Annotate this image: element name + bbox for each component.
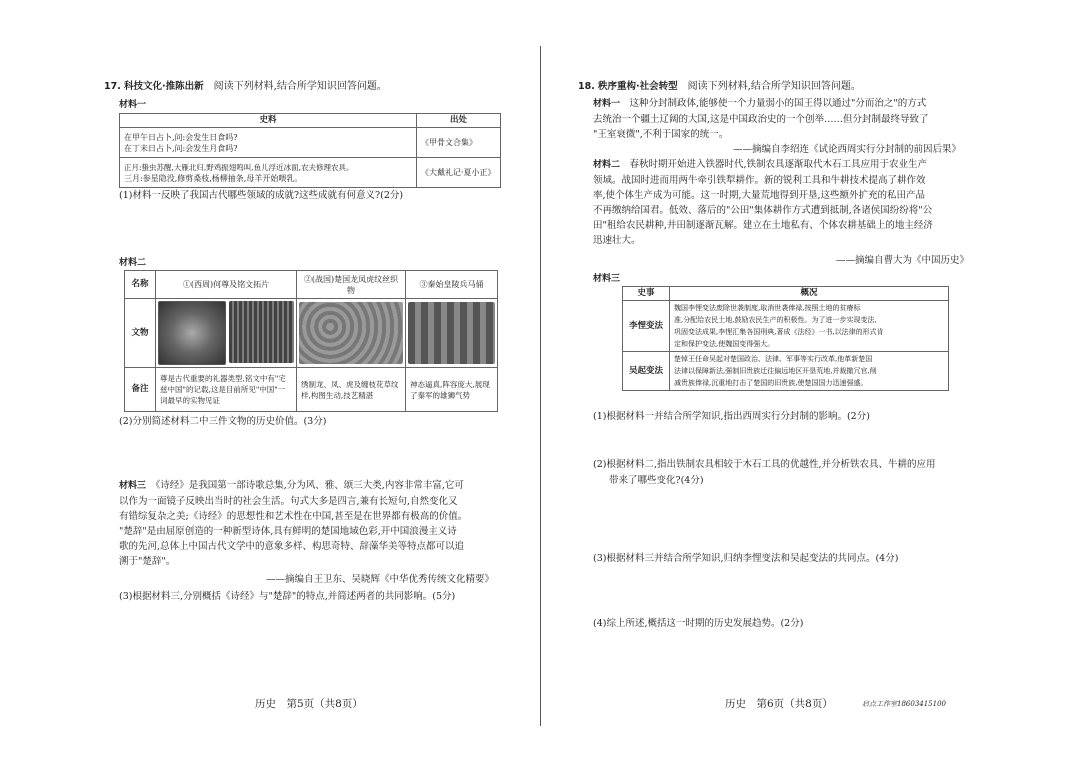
- q17-part1: (1)材料一反映了我国古代哪些领域的成就?这些成就有何意义?(2分): [119, 190, 404, 201]
- material2-table: [124, 270, 498, 412]
- m2-header-a: ①(西周)何尊及铭文拓片: [156, 271, 297, 299]
- m1-row2-line1: 正月:蛰虫苏醒,大雁北归,野鸡振翅鸣叫,鱼儿浮近冰面,农夫修理农具。: [124, 162, 354, 172]
- r-material2-block: [593, 157, 933, 248]
- m3-line4: "楚辞"是由屈原创造的一种新型诗体,具有鲜明的楚国地域色彩,开中国浪漫主义诗: [119, 526, 457, 537]
- m3-line1: 《诗经》是我国第一部诗歌总集,分为风、雅、颂三大类,内容非常丰富,它可: [155, 480, 464, 491]
- r-m3-row2-text: [670, 352, 949, 391]
- q17-part2: (2)分别简述材料二中三件文物的历史价值。(3分): [119, 416, 327, 427]
- m3-source: ——摘编自王卫东、吴晓辉《中华优秀传统文化精要》: [266, 574, 495, 585]
- r-m2-line3: 率,使个体生产成为可能。这一时期,大量荒地得到开垦,这些额外扩充的私田产品: [593, 190, 926, 201]
- r-m3-row1-text: [670, 301, 949, 352]
- q18-part2-line2: 带来了哪些变化?(4分): [609, 475, 704, 486]
- r-m2-line4: 不再缴纳给国君。低效、落后的"公田"集体耕作方式遭到抵制,各诸侯国纷纷将"公: [593, 205, 933, 216]
- m1-row1-line2: 在丁未日占卜,问:会发生月食吗?: [124, 143, 238, 153]
- r-m1-line1: 这种分封制政体,能够使一个力量弱小的国王得以通过"分而治之"的方式: [629, 98, 927, 109]
- r-m3-row1-name: 李悝变法: [623, 301, 670, 352]
- r-m2-line1: 春秋时期开始进入铁器时代,铁制农具逐渐取代木石工具应用于农业生产: [629, 159, 928, 170]
- q18-part3: (3)根据材料三并结合所学知识,归纳李悝变法和吴起变法的共同点。(4分): [593, 553, 899, 564]
- material2-label: 材料二: [119, 258, 147, 268]
- m1-row1-src: 《甲骨文合集》: [417, 128, 501, 158]
- right-page-footer: 历史 第6页（共8页）: [725, 698, 833, 710]
- r-m3-r1-line3: 巩固变法成果,李悝汇集各国刑典,著成《法经》一书,以法律的形式肯: [674, 328, 884, 336]
- q18-part4: (4)综上所述,概括这一时期的历史发展趋势。(2分): [593, 618, 804, 629]
- he-zun-vessel-image: [158, 301, 226, 365]
- r-m3-r2-line3: 减贵族俸禄,沉重地打击了楚国的旧贵族,使楚国国力迅速强盛。: [674, 379, 868, 387]
- left-page-footer: 历史 第5页（共8页）: [255, 698, 363, 710]
- m2-note-a: 尊是古代重要的礼器类型,铭文中有"宅兹中国"的记载,这是目前所见"中国"一词最早的实物见证: [156, 368, 297, 412]
- m2-row-note-label: 备注: [125, 368, 156, 412]
- m1-row2-src: 《大戴礼记·夏小正》: [417, 158, 501, 188]
- r-material3-label: 材料三: [593, 274, 621, 284]
- r-m3-r2-line1: 楚悼王任命吴起对楚国政治、法律、军事等实行改革,他革新楚国: [674, 355, 873, 363]
- r-m3-row2-name: 吴起变法: [623, 352, 670, 391]
- r-m3-r2-line2: 法律以保障新法,强制旧贵族迁往偏远地区开垦荒地,并裁撤冗官,削: [674, 367, 877, 375]
- m3-line3: 有错综复杂之美;《诗经》的思想性和艺术性在中国,甚至是在世界都有极高的价值。: [119, 511, 468, 522]
- r-m1-source: ——摘编自李绍连《试论西周实行分封制的前因后果》: [733, 144, 962, 155]
- col-header-origin: 出处: [417, 114, 501, 128]
- m2-note-b: 绣制龙、凤、虎及缠枝花草纹样,构图生动,技艺精湛: [297, 368, 406, 412]
- r-m3-header-event: 史事: [623, 287, 670, 301]
- m1-row2-text: [120, 158, 417, 188]
- r-material1-block: [593, 96, 929, 142]
- m2-row-relic-label: 文物: [125, 299, 156, 368]
- r-m1-line3: "王室衰微",不利于国家的统一。: [593, 129, 729, 140]
- r-m2-line2: 领域。战国时进而用两牛牵引铁犁耕作。新的锐利工具和牛耕技术提高了耕作效: [593, 175, 926, 186]
- r-material2-label: 材料二: [593, 160, 621, 170]
- center-divider: [540, 46, 541, 726]
- r-material1-label: 材料一: [593, 99, 621, 109]
- m2-relic-c-cell: [406, 299, 498, 368]
- m2-note-c: 神态逼真,阵容庞大,展现了秦军的雄狮气势: [406, 368, 498, 412]
- m2-header-name: 名称: [125, 271, 156, 299]
- inscription-rubbing-image: [229, 301, 295, 363]
- m2-relic-a-cell: [156, 299, 297, 368]
- r-m1-line2: 去统治一个疆土辽阔的大国,这是中国政治史的一个创举……但分封制最终导致了: [593, 114, 929, 125]
- m2-header-b: ②(战国)楚国龙凤虎纹丝织物: [297, 271, 406, 299]
- col-header-source-text: 史料: [120, 114, 417, 128]
- m1-row1-line1: 在甲午日占卜,问:会发生日食吗?: [124, 132, 238, 142]
- material3-table: [622, 286, 949, 391]
- m1-row1-text: [120, 128, 417, 158]
- r-m3-r1-line2: 准,分配给农民土地,鼓励农民生产的积极性。为了进一步实现变法,: [674, 316, 877, 324]
- m3-line5: 歌的先河,总体上中国古代文学中的意象多样、构思奇特、辞藻华美等特点都可以追: [119, 541, 465, 552]
- q17-heading: 17. 科技文化·推陈出新 阅读下列材料,结合所学知识回答问题。: [104, 81, 387, 92]
- m2-header-c: ③秦始皇陵兵马俑: [406, 271, 498, 299]
- r-m2-line6: 迅速壮大。: [593, 235, 641, 246]
- material1-table: [119, 113, 501, 188]
- r-m3-header-summary: 概况: [670, 287, 949, 301]
- r-m2-line5: 田"租给农民耕种,井田制逐渐瓦解。建立在土地私有、个体农耕基础上的地主经济: [593, 220, 933, 231]
- r-m3-r1-line4: 定和保护变法,使魏国变得强大。: [674, 340, 775, 348]
- q17-part3: (3)根据材料三,分别概括《诗经》与"楚辞"的特点,并简述两者的共同影响。(5分): [119, 591, 456, 602]
- q18-heading: 18. 秩序重构·社会转型 阅读下列材料,结合所学知识回答问题。: [578, 81, 861, 92]
- m2-relic-b-cell: [297, 299, 406, 368]
- material3-block: [119, 478, 467, 569]
- m3-line2: 以作为一面镜子反映出当时的社会生活。句式大多是四言,兼有长短句,自然变化又: [119, 496, 458, 507]
- r-m2-source: ——摘编自曹大为《中国历史》: [836, 255, 970, 266]
- r-m3-r1-line1: 魏国李悝变法废除世袭制度,取消世袭俸禄,按照土地的贫瘠标: [674, 304, 861, 312]
- m1-row2-line2: 三月:参星隐没,修剪桑枝,杨柳抽条,母羊开始喂乳。: [124, 173, 303, 183]
- material3-label: 材料三: [119, 481, 147, 491]
- material1-label: 材料一: [119, 100, 147, 110]
- q18-part2-line1: (2)根据材料二,指出铁制农具相较于木石工具的优越性,并分析铁农具、牛耕的应用: [593, 459, 936, 470]
- studio-watermark: 启点工作室18603415100: [862, 700, 946, 708]
- q18-part1: (1)根据材料一并结合所学知识,指出西周实行分封制的影响。(2分): [593, 411, 870, 422]
- terracotta-warriors-image: [408, 302, 495, 364]
- m3-line6: 溯于"楚辞"。: [119, 556, 176, 567]
- silk-fabric-image: [299, 302, 403, 364]
